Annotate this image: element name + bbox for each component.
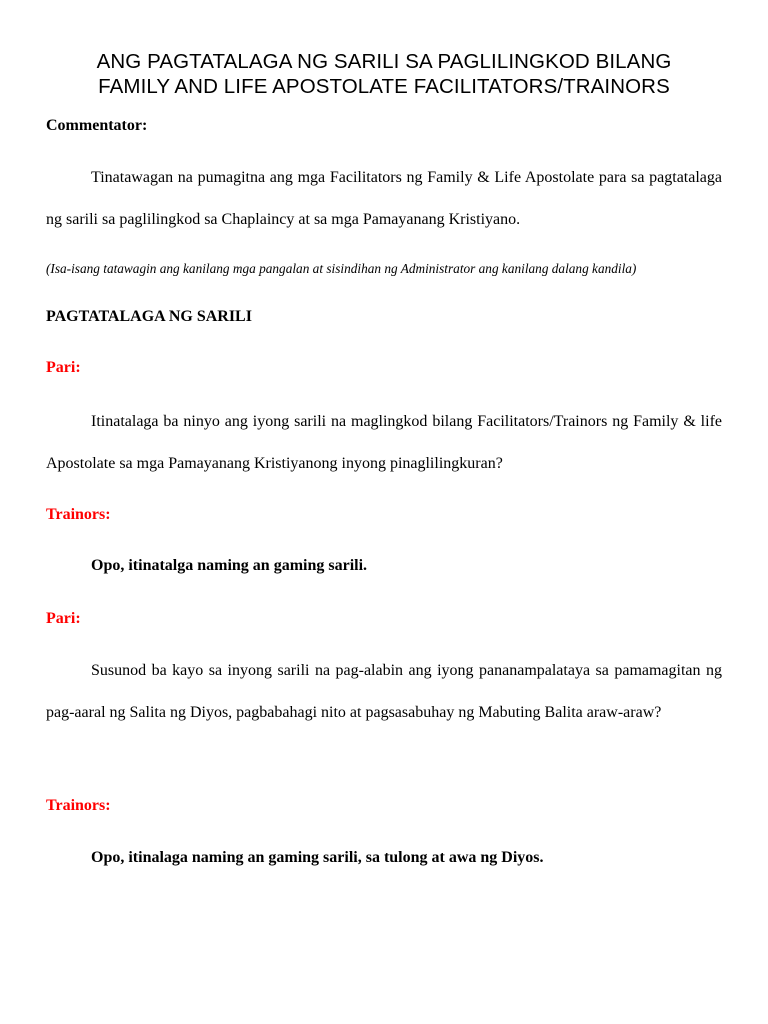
document-title — [46, 49, 722, 99]
speaker-label-pari-2: Pari: — [46, 610, 81, 627]
title-line-2: FAMILY AND LIFE APOSTOLATE FACILITATORS/TRAINORS — [98, 75, 670, 98]
intro-paragraph: Tinatawagan na pumagitna ang mga Facilitators ng Family & Life Apostolate para sa pagtatalaga ng sarili sa paglilingkod sa Chaplaincy at sa mga Pamayanang Kristiyano. — [46, 169, 722, 228]
pari-question-1: Itinatalaga ba ninyo ang iyong sarili na maglingkod bilang Facilitators/Trainors ng Family & life Apostolate sa mga Pamayanang Kristiyanong inyong pinaglilingkuran? — [46, 413, 722, 472]
commentator-label: Commentator: — [46, 117, 148, 134]
trainors-answer-2: Opo, itinalaga naming an gaming sarili, sa tulong at awa ng Diyos. — [91, 849, 544, 866]
trainors-answer-1: Opo, itinatalga naming an gaming sarili. — [91, 557, 368, 574]
speaker-label-pari-1: Pari: — [46, 359, 81, 376]
speaker-label-trainors-1: Trainors: — [46, 506, 111, 523]
section-heading: PAGTATALAGA NG SARILI — [46, 308, 252, 325]
speaker-label-trainors-2: Trainors: — [46, 797, 111, 814]
document-page — [46, 0, 722, 866]
pari-question-2: Susunod ba kayo sa inyong sarili na pag-alabin ang iyong pananampalataya sa pamamagitan ng pag-aaral ng Salita ng Diyos, pagbabahagi nito at pagsasabuhay ng Mabuting Balita araw-araw? — [46, 662, 722, 721]
instruction-note: (Isa-isang tatawagin ang kanilang mga pangalan at sisindihan ng Administrator ang kanilang dalang kandila) — [46, 261, 637, 276]
title-line-1: ANG PAGTATALAGA NG SARILI SA PAGLILINGKOD BILANG — [96, 50, 672, 73]
